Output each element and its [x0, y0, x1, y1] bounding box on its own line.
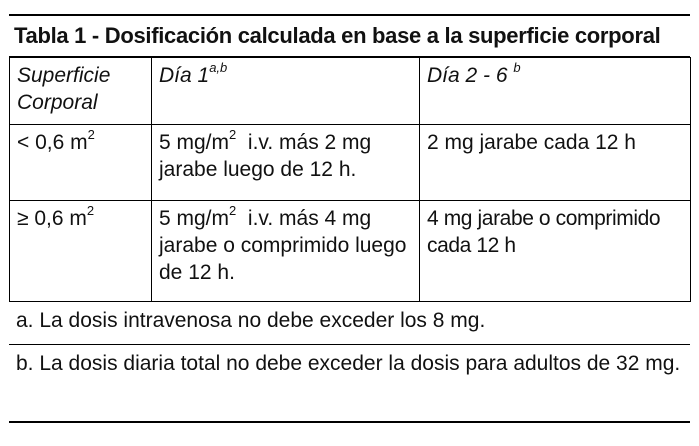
header-surface	[10, 58, 152, 125]
header-surface-line2: Corporal	[17, 91, 98, 114]
header-surface-line1: Superficie	[17, 64, 111, 87]
cell-day1	[152, 201, 420, 302]
day1-dose-rest: i.v. más 2 mg jarabe luego de 12 h.	[159, 131, 378, 181]
day1-dose-exponent: 2	[229, 203, 237, 218]
surface-value: ≥ 0,6 m	[17, 207, 87, 230]
cell-day2-6	[420, 201, 691, 302]
day1-dose-rest: i.v. más 4 mg jarabe o comprimido luego de 12 h.	[159, 207, 413, 284]
day2-6-dose: 2 mg jarabe cada 12 h	[427, 131, 636, 154]
surface-value: < 0,6 m	[17, 131, 88, 154]
table-row	[10, 125, 691, 201]
day1-dose-exponent: 2	[229, 127, 237, 142]
cell-day2-6	[420, 125, 691, 201]
header-day2-6-label: Día 2 - 6	[427, 64, 514, 87]
day2-6-dose: 4 mg jarabe o comprimido cada 12 h	[427, 207, 661, 257]
day1-dose-prefix: 5 mg/m	[159, 207, 230, 230]
cell-day1	[152, 125, 420, 201]
header-day1-footnote-marker: a,b	[209, 60, 228, 75]
table-row	[10, 201, 691, 302]
table-header-row	[10, 58, 691, 125]
header-day1-label: Día 1	[159, 64, 210, 87]
cell-surface	[10, 125, 152, 201]
surface-unit-exponent: 2	[87, 127, 95, 142]
dosage-table-frame	[9, 14, 690, 423]
day1-dose-prefix: 5 mg/m	[159, 131, 230, 154]
cell-surface	[10, 201, 152, 302]
surface-unit-exponent: 2	[86, 203, 95, 218]
footnote-a: a. La dosis intravenosa no debe exceder los 8 mg.	[9, 302, 690, 345]
footnote-b: b. La dosis diaria total no debe exceder la dosis para adultos de 32 mg.	[9, 345, 690, 423]
header-day2-6-footnote-marker: b	[513, 60, 521, 75]
table-title: Tabla 1 - Dosificación calculada en base a la superficie corporal	[14, 23, 661, 48]
dosage-table	[9, 57, 691, 302]
header-day2-6	[420, 58, 691, 125]
header-day1	[152, 58, 420, 125]
